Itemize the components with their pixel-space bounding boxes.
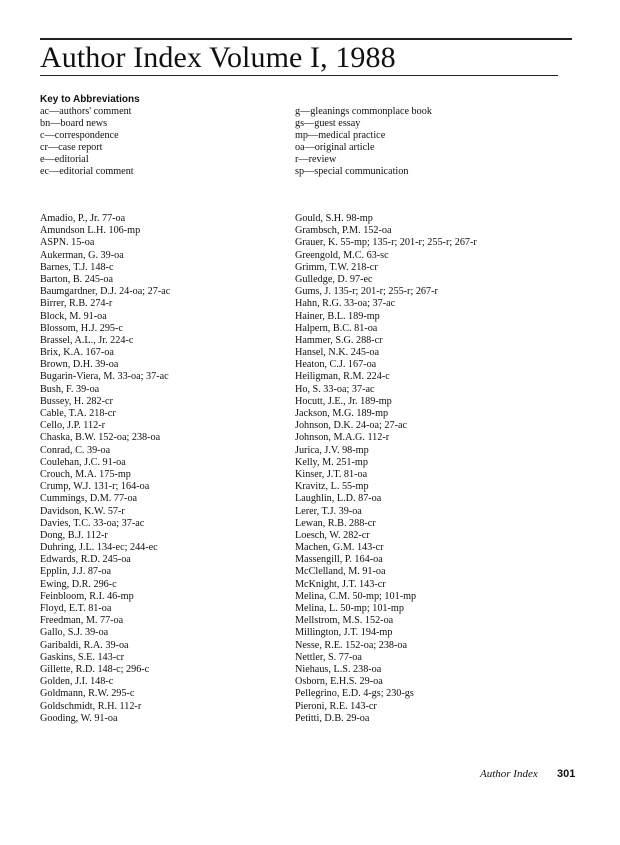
author-entry: Davies, T.C. 33-oa; 37-ac: [40, 517, 145, 529]
author-entry: Amadio, P., Jr. 77-oa: [40, 213, 126, 224]
author-entry: Grimm, T.W. 218-cr: [295, 261, 378, 273]
author-entry: Cable, T.A. 218-cr: [40, 408, 116, 419]
abbreviations-list-right: [295, 106, 432, 179]
author-entry: Lerer, T.J. 39-oa: [295, 505, 362, 517]
author-entry: Pieroni, R.E. 143-cr: [295, 700, 377, 712]
abbreviation-item: ec—editorial comment: [40, 166, 134, 178]
author-entry: Hahn, R.G. 33-oa; 37-ac: [295, 298, 396, 310]
abbreviation-item: oa—original article: [295, 142, 375, 154]
abbreviations-heading: Key to Abbreviations: [40, 94, 140, 105]
abbreviation-item: cr—case report: [40, 142, 103, 154]
author-index-column-left: [40, 213, 170, 725]
author-entry: Goldschmidt, R.H. 112-r: [40, 700, 142, 712]
author-entry: Golden, J.I. 148-c: [40, 676, 114, 688]
author-entry: Brown, D.H. 39-oa: [40, 359, 119, 371]
author-entry: Melina, C.M. 50-mp; 101-mp: [295, 590, 417, 602]
author-entry: Chaska, B.W. 152-oa; 238-oa: [40, 432, 161, 444]
abbreviation-item: mp—medical practice: [295, 130, 386, 142]
author-entry: Kelly, M. 251-mp: [295, 456, 368, 468]
author-entry: Greengold, M.C. 63-sc: [295, 249, 389, 261]
author-entry: Petitti, D.B. 29-oa: [295, 712, 370, 724]
author-entry: Conrad, C. 39-oa: [40, 444, 111, 456]
abbreviation-item: c—correspondence: [40, 130, 119, 142]
author-entry: Duhring, J.L. 134-ec; 244-ec: [40, 542, 158, 554]
author-entry: Hainer, B.L. 189-mp: [295, 310, 380, 322]
author-entry: Epplin, J.J. 87-oa: [40, 566, 112, 578]
author-entry: McClelland, M. 91-oa: [295, 566, 386, 578]
author-entry: Gallo, S.J. 39-oa: [40, 627, 109, 639]
abbreviations-list-left: [40, 106, 134, 179]
author-entry: Amundson L.H. 106-mp: [40, 225, 141, 237]
author-entry: Goldmann, R.W. 295-c: [40, 688, 135, 700]
author-entry: Machen, G.M. 143-cr: [295, 542, 384, 554]
author-entry: Lewan, R.B. 288-cr: [295, 517, 376, 529]
author-entry: Heaton, C.J. 167-oa: [295, 359, 377, 371]
author-entry: Crump, W.J. 131-r; 164-oa: [40, 481, 150, 493]
author-entry: Gooding, W. 91-oa: [40, 712, 118, 724]
author-entry: Osborn, E.H.S. 29-oa: [295, 676, 383, 688]
author-entry: Edwards, R.D. 245-oa: [40, 554, 131, 566]
author-entry: Freedman, M. 77-oa: [40, 615, 124, 627]
author-entry: Barnes, T.J. 148-c: [40, 261, 114, 273]
author-entry: Aukerman, G. 39-oa: [40, 249, 124, 261]
author-entry: Cummings, D.M. 77-oa: [40, 493, 138, 505]
author-entry: Block, M. 91-oa: [40, 310, 107, 322]
abbreviation-item: g—gleanings commonplace book: [295, 106, 432, 117]
page-number: 301: [557, 768, 576, 780]
author-entry: Birrer, R.B. 274-r: [40, 298, 113, 310]
author-entry: Bugarin-Viera, M. 33-oa; 37-ac: [40, 371, 169, 383]
author-entry: Laughlin, L.D. 87-oa: [295, 493, 382, 505]
author-entry: Gums, J. 135-r; 201-r; 255-r; 267-r: [295, 286, 438, 298]
author-entry: Gillette, R.D. 148-c; 296-c: [40, 663, 150, 675]
author-entry: Kravitz, L. 55-mp: [295, 481, 369, 493]
author-entry: Nettler, S. 77-oa: [295, 651, 362, 663]
title-top-rule: [40, 38, 572, 40]
author-entry: Hammer, S.G. 288-cr: [295, 334, 383, 346]
author-entry: Feinbloom, R.I. 46-mp: [40, 590, 134, 602]
author-entry: Barton, B. 245-oa: [40, 273, 113, 285]
title-bottom-rule: [40, 75, 558, 76]
author-entry: Heiligman, R.M. 224-c: [295, 371, 390, 383]
author-entry: Garibaldi, R.A. 39-oa: [40, 639, 129, 651]
author-entry: Hocutt, J.E., Jr. 189-mp: [295, 395, 392, 407]
author-entry: Bussey, H. 282-cr: [40, 395, 113, 407]
page-title: Author Index Volume I, 1988: [40, 41, 396, 74]
author-entry: Massengill, P. 164-oa: [295, 554, 383, 566]
author-entry: Gaskins, S.E. 143-cr: [40, 651, 125, 663]
author-entry: Johnson, D.K. 24-oa; 27-ac: [295, 420, 408, 432]
author-entry: Johnson, M.A.G. 112-r: [295, 432, 390, 444]
author-entry: Kinser, J.T. 81-oa: [295, 468, 368, 480]
author-entry: Brix, K.A. 167-oa: [40, 347, 114, 359]
abbreviation-item: sp—special communication: [295, 166, 409, 178]
author-entry: Jackson, M.G. 189-mp: [295, 408, 389, 419]
author-entry: Bush, F. 39-oa: [40, 383, 100, 395]
author-entry: Ho, S. 33-oa; 37-ac: [295, 383, 375, 395]
author-entry: Pellegrino, E.D. 4-gs; 230-gs: [295, 688, 414, 700]
author-entry: Blossom, H.J. 295-c: [40, 322, 123, 334]
abbreviation-item: e—editorial: [40, 154, 89, 166]
author-entry: Melina, L. 50-mp; 101-mp: [295, 603, 404, 614]
author-entry: Jurica, J.V. 98-mp: [295, 444, 369, 456]
author-entry: Mellstrom, M.S. 152-oa: [295, 615, 394, 627]
abbreviation-item: r—review: [295, 154, 337, 166]
author-entry: Gulledge, D. 97-ec: [295, 273, 373, 285]
author-entry: Coulehan, J.C. 91-oa: [40, 456, 126, 468]
abbreviation-item: ac—authors' comment: [40, 106, 132, 117]
author-entry: Dong, B.J. 112-r: [40, 529, 108, 541]
author-entry: Grauer, K. 55-mp; 135-r; 201-r; 255-r; 267-r: [295, 237, 477, 249]
abbreviation-item: gs—guest essay: [295, 118, 361, 130]
author-entry: Davidson, K.W. 57-r: [40, 505, 125, 517]
abbreviation-item: bn—board news: [40, 118, 108, 130]
author-entry: Grambsch, P.M. 152-oa: [295, 225, 392, 237]
author-entry: McKnight, J.T. 143-cr: [295, 578, 386, 590]
author-index-column-right: [295, 213, 477, 725]
author-entry: ASPN. 15-oa: [40, 237, 95, 249]
author-entry: Hansel, N.K. 245-oa: [295, 347, 380, 359]
author-entry: Cello, J.P. 112-r: [40, 420, 105, 432]
author-entry: Crouch, M.A. 175-mp: [40, 468, 131, 480]
author-entry: Baumgardner, D.J. 24-oa; 27-ac: [40, 286, 171, 298]
author-entry: Millington, J.T. 194-mp: [295, 627, 393, 639]
author-entry: Niehaus, L.S. 238-oa: [295, 663, 382, 675]
author-entry: Ewing, D.R. 296-c: [40, 578, 117, 590]
author-entry: Nesse, R.E. 152-oa; 238-oa: [295, 639, 408, 651]
author-entry: Halpern, B.C. 81-oa: [295, 322, 378, 334]
footer-section-label: Author Index: [480, 768, 538, 780]
author-entry: Brassel, A.L., Jr. 224-c: [40, 334, 134, 346]
author-entry: Loesch, W. 282-cr: [295, 529, 370, 541]
author-entry: Floyd, E.T. 81-oa: [40, 603, 112, 614]
author-entry: Gould, S.H. 98-mp: [295, 213, 373, 224]
